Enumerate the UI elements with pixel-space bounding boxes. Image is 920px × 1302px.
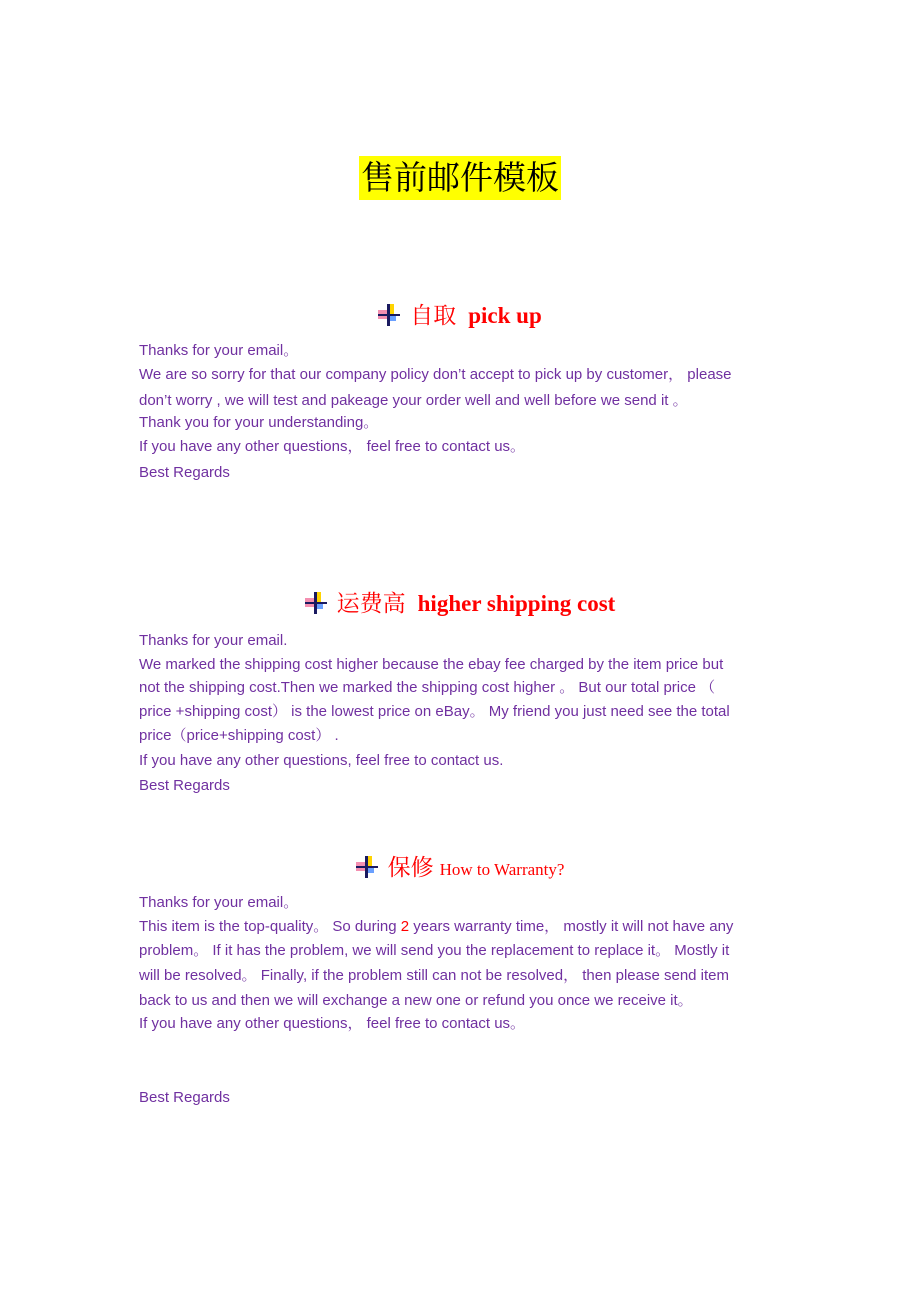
body-line: We are so sorry for that our company policy don’t accept to pick up by customer， please <box>139 366 732 383</box>
body-line: Thank you for your understanding。 <box>139 414 379 431</box>
document-title: 售前邮件模板 <box>359 156 561 200</box>
body-line: Thanks for your email。 <box>139 342 299 359</box>
signature: Best Regards <box>139 1089 230 1106</box>
section-heading-shipping-cost <box>0 585 920 618</box>
section-heading-warranty <box>0 849 920 882</box>
title-wrapper <box>0 156 920 200</box>
body-line: not the shipping cost.Then we marked the shipping cost higher 。 But our total price （ <box>139 679 716 696</box>
heading-cn: 保修 <box>387 855 434 881</box>
body-line: don’t worry , we will test and pakeage your order well and well before we send it 。 <box>139 392 688 409</box>
heading-cn: 运费高 <box>336 591 406 617</box>
bullet-icon <box>378 304 400 326</box>
text-segment: This item is the top-quality。 So during <box>139 918 401 935</box>
text-segment: years warranty time， mostly it will not have any <box>409 918 734 935</box>
signature: Best Regards <box>139 777 230 794</box>
heading-en: How to Warranty? <box>439 860 565 879</box>
body-line: If you have any other questions， feel free to contact us。 <box>139 1015 526 1032</box>
bullet-icon <box>356 856 378 878</box>
body-line: Thanks for your email. <box>139 632 288 649</box>
body-line <box>139 917 733 937</box>
body-line: If you have any other questions, feel free to contact us. <box>139 752 504 769</box>
section-heading-pick-up <box>0 297 920 330</box>
body-line: will be resolved。 Finally, if the problem still can not be resolved， then please send item <box>139 967 730 984</box>
heading-cn: 自取 <box>410 303 457 329</box>
body-line: If you have any other questions， feel free to contact us。 <box>139 438 526 455</box>
body-line: We marked the shipping cost higher because the ebay fee charged by the item price but <box>139 656 724 673</box>
signature: Best Regards <box>139 464 230 481</box>
body-line: problem。 If it has the problem, we will send you the replacement to replace it。 Mostly it <box>139 942 730 959</box>
body-line: Thanks for your email。 <box>139 894 299 911</box>
bullet-icon <box>305 592 327 614</box>
heading-en: higher shipping cost <box>417 591 616 616</box>
highlighted-number: 2 <box>400 918 410 935</box>
body-line: price +shipping cost） is the lowest price on eBay。 My friend you just need see the total <box>139 703 730 720</box>
body-line: back to us and then we will exchange a new one or refund you once we receive it。 <box>139 992 693 1009</box>
heading-en: pick up <box>468 303 542 328</box>
body-line: price（price+shipping cost） . <box>139 727 339 744</box>
